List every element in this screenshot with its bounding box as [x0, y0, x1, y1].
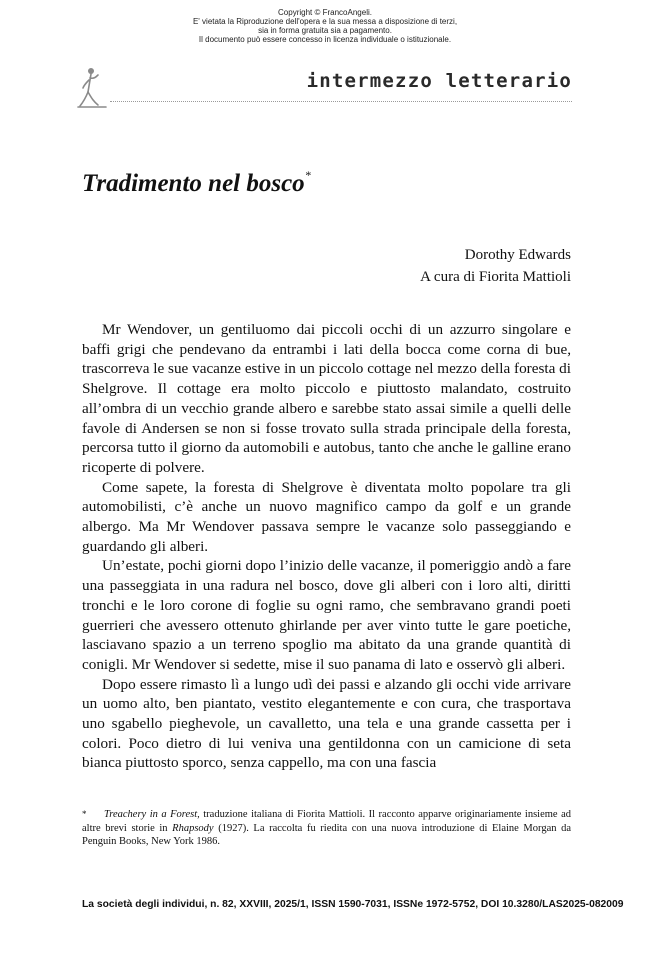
- byline: [420, 244, 571, 288]
- copyright-line: E' vietata la Riproduzione dell'opera e la sua messa a disposizione di terzi,: [192, 17, 458, 26]
- walking-figure-icon: [76, 66, 110, 108]
- copyright-line: Il documento può essere concesso in licenza individuale o istituzionale.: [198, 35, 452, 44]
- section-title: intermezzo letterario: [306, 70, 572, 92]
- journal-citation: La società degli individui, n. 82, XXVIII, 2025/1, ISSN 1590-7031, ISSNe 1972-5752, DOI 10.3280/LAS2025-082009: [82, 899, 624, 910]
- article-title: [82, 170, 311, 198]
- body-paragraph: Mr Wendover, un gentiluomo dai piccoli occhi di un azzurro singolare e baffi grigi che pendevano da entrambi i lati della bocca come corna di bue, trascorreva le sue vacanze estive in un piccolo cottage nel mezzo della foresta di Shelgrove. Il cottage era molto piccolo e piuttosto malandato, costruito all’ombra di un vecchio grande albero e sarebbe stato assai simile a quelli delle favole di Andersen se non si fosse trovato sulla strada principale della foresta, percorsa tutto il giorno da automobili e autobus, tanto che anche le galline erano ricoperte di polvere.: [82, 321, 571, 476]
- section-header: [76, 66, 572, 110]
- collection-title: Rhapsody: [172, 822, 214, 834]
- article-body: [82, 320, 571, 773]
- editor-credit: A cura di Fiorita Mattioli: [420, 269, 571, 285]
- body-paragraph: Dopo essere rimasto lì a lungo udì dei passi e alzando gli occhi vide arrivare un uomo alto, ben piantato, vestito elegantemente e con cura, che trasportava uno sgabello pieghevole, un cavalletto, una tela e una grande cassetta per i colori. Poco dietro di lui veniva una gentildonna con un camicione di seta bianca piuttosto sporco, senza cappello, ma con una fascia: [82, 675, 571, 772]
- header-divider: [110, 101, 572, 102]
- copyright-line: Copyright © FrancoAngeli.: [278, 8, 372, 17]
- footnote-text: traduzione italiana di Fiorita Mattioli. Il racconto apparve originariamente insieme ad altre brevi storie in: [82, 809, 571, 834]
- original-title: Treachery in a Forest,: [104, 809, 200, 820]
- footnote-marker: *: [304, 168, 311, 182]
- copyright-line: sia in forma gratuita sia a pagamento.: [258, 26, 392, 35]
- author-name: Dorothy Edwards: [464, 247, 571, 263]
- footnote-text: (1927). La raccolta fu riedita con una nuova introduzione di Elaine Morgan da Penguin Books, New York 1986.: [82, 822, 571, 847]
- footnote-marker: *: [82, 809, 87, 819]
- body-paragraph: Un’estate, pochi giorni dopo l’inizio delle vacanze, il pomeriggio andò a fare una passeggiata in una radura nel bosco, dove gli alberi con i loro alti, diritti tronchi e le loro corone di foglie su ogni ramo, che sembravano grandi poeti guerrieri che avessero ottenuto ghirlande per aver vinto tutte le gare poetiche, lasciavano spazio a un terreno spoglio ma abitato da una grande quantità di conigli. Mr Wendover si sedette, mise il suo panama di lato e osservò gli alberi.: [82, 557, 571, 673]
- article-title-text: Tradimento nel bosco: [82, 170, 305, 197]
- body-paragraph: Come sapete, la foresta di Shelgrove è diventata molto popolare tra gli automobilisti, c’è anche un nuovo magnifico campo da golf e un grande albergo. Ma Mr Wendover passava sempre le vacanze solo passeggiando e guardando gli alberi.: [82, 478, 571, 555]
- footnote: [82, 808, 571, 849]
- copyright-notice: [0, 8, 650, 44]
